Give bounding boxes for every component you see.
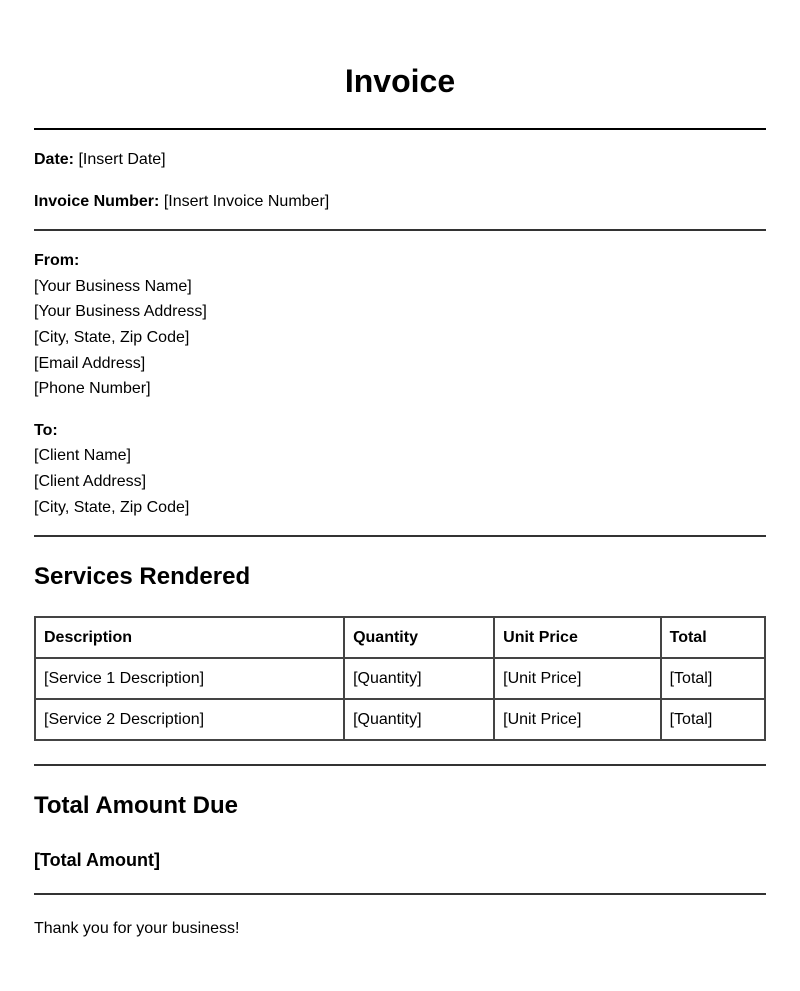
cell-description: [Service 2 Description] xyxy=(35,699,344,740)
invoice-number xyxy=(34,192,329,212)
from-business-name: [Your Business Name] xyxy=(34,278,192,295)
from-business-address: [Your Business Address] xyxy=(34,303,207,320)
table-row xyxy=(35,699,765,740)
title-divider xyxy=(34,128,766,130)
from-label xyxy=(34,251,79,271)
total-heading: Total Amount Due xyxy=(34,792,238,819)
column-header-quantity: Quantity xyxy=(344,617,494,658)
date-label: Date: xyxy=(34,151,75,168)
page-title: Invoice xyxy=(344,63,456,99)
table-header-row xyxy=(35,617,765,658)
to-client-name: [Client Name] xyxy=(34,447,131,464)
invoice-number-label: Invoice Number: xyxy=(34,193,160,210)
from-city-state-zip: [City, State, Zip Code] xyxy=(34,329,190,346)
services-table xyxy=(34,616,766,741)
cell-unit-price: [Unit Price] xyxy=(494,658,660,699)
table-row xyxy=(35,658,765,699)
column-header-total: Total xyxy=(661,617,765,658)
cell-quantity: [Quantity] xyxy=(344,699,494,740)
cell-quantity: [Quantity] xyxy=(344,658,494,699)
cell-total: [Total] xyxy=(661,699,765,740)
from-label-text: From: xyxy=(34,252,80,269)
to-client-address: [Client Address] xyxy=(34,473,147,490)
date-value: [Insert Date] xyxy=(78,151,166,168)
invoice-number-value: [Insert Invoice Number] xyxy=(163,193,330,210)
total-amount: [Total Amount] xyxy=(34,850,160,870)
column-header-unit-price: Unit Price xyxy=(494,617,660,658)
services-heading: Services Rendered xyxy=(34,563,251,590)
invoice-date xyxy=(34,150,166,170)
to-label-text: To: xyxy=(34,422,58,439)
header-divider xyxy=(34,229,766,231)
column-header-description: Description xyxy=(35,617,344,658)
thank-you-note: Thank you for your business! xyxy=(34,920,240,937)
to-label xyxy=(34,421,58,441)
from-email: [Email Address] xyxy=(34,355,146,372)
to-city-state-zip: [City, State, Zip Code] xyxy=(34,499,190,516)
from-phone: [Phone Number] xyxy=(34,380,151,397)
cell-unit-price: [Unit Price] xyxy=(494,699,660,740)
cell-description: [Service 1 Description] xyxy=(35,658,344,699)
services-divider xyxy=(34,764,766,766)
address-divider xyxy=(34,535,766,537)
cell-total: [Total] xyxy=(661,658,765,699)
total-divider xyxy=(34,893,766,895)
